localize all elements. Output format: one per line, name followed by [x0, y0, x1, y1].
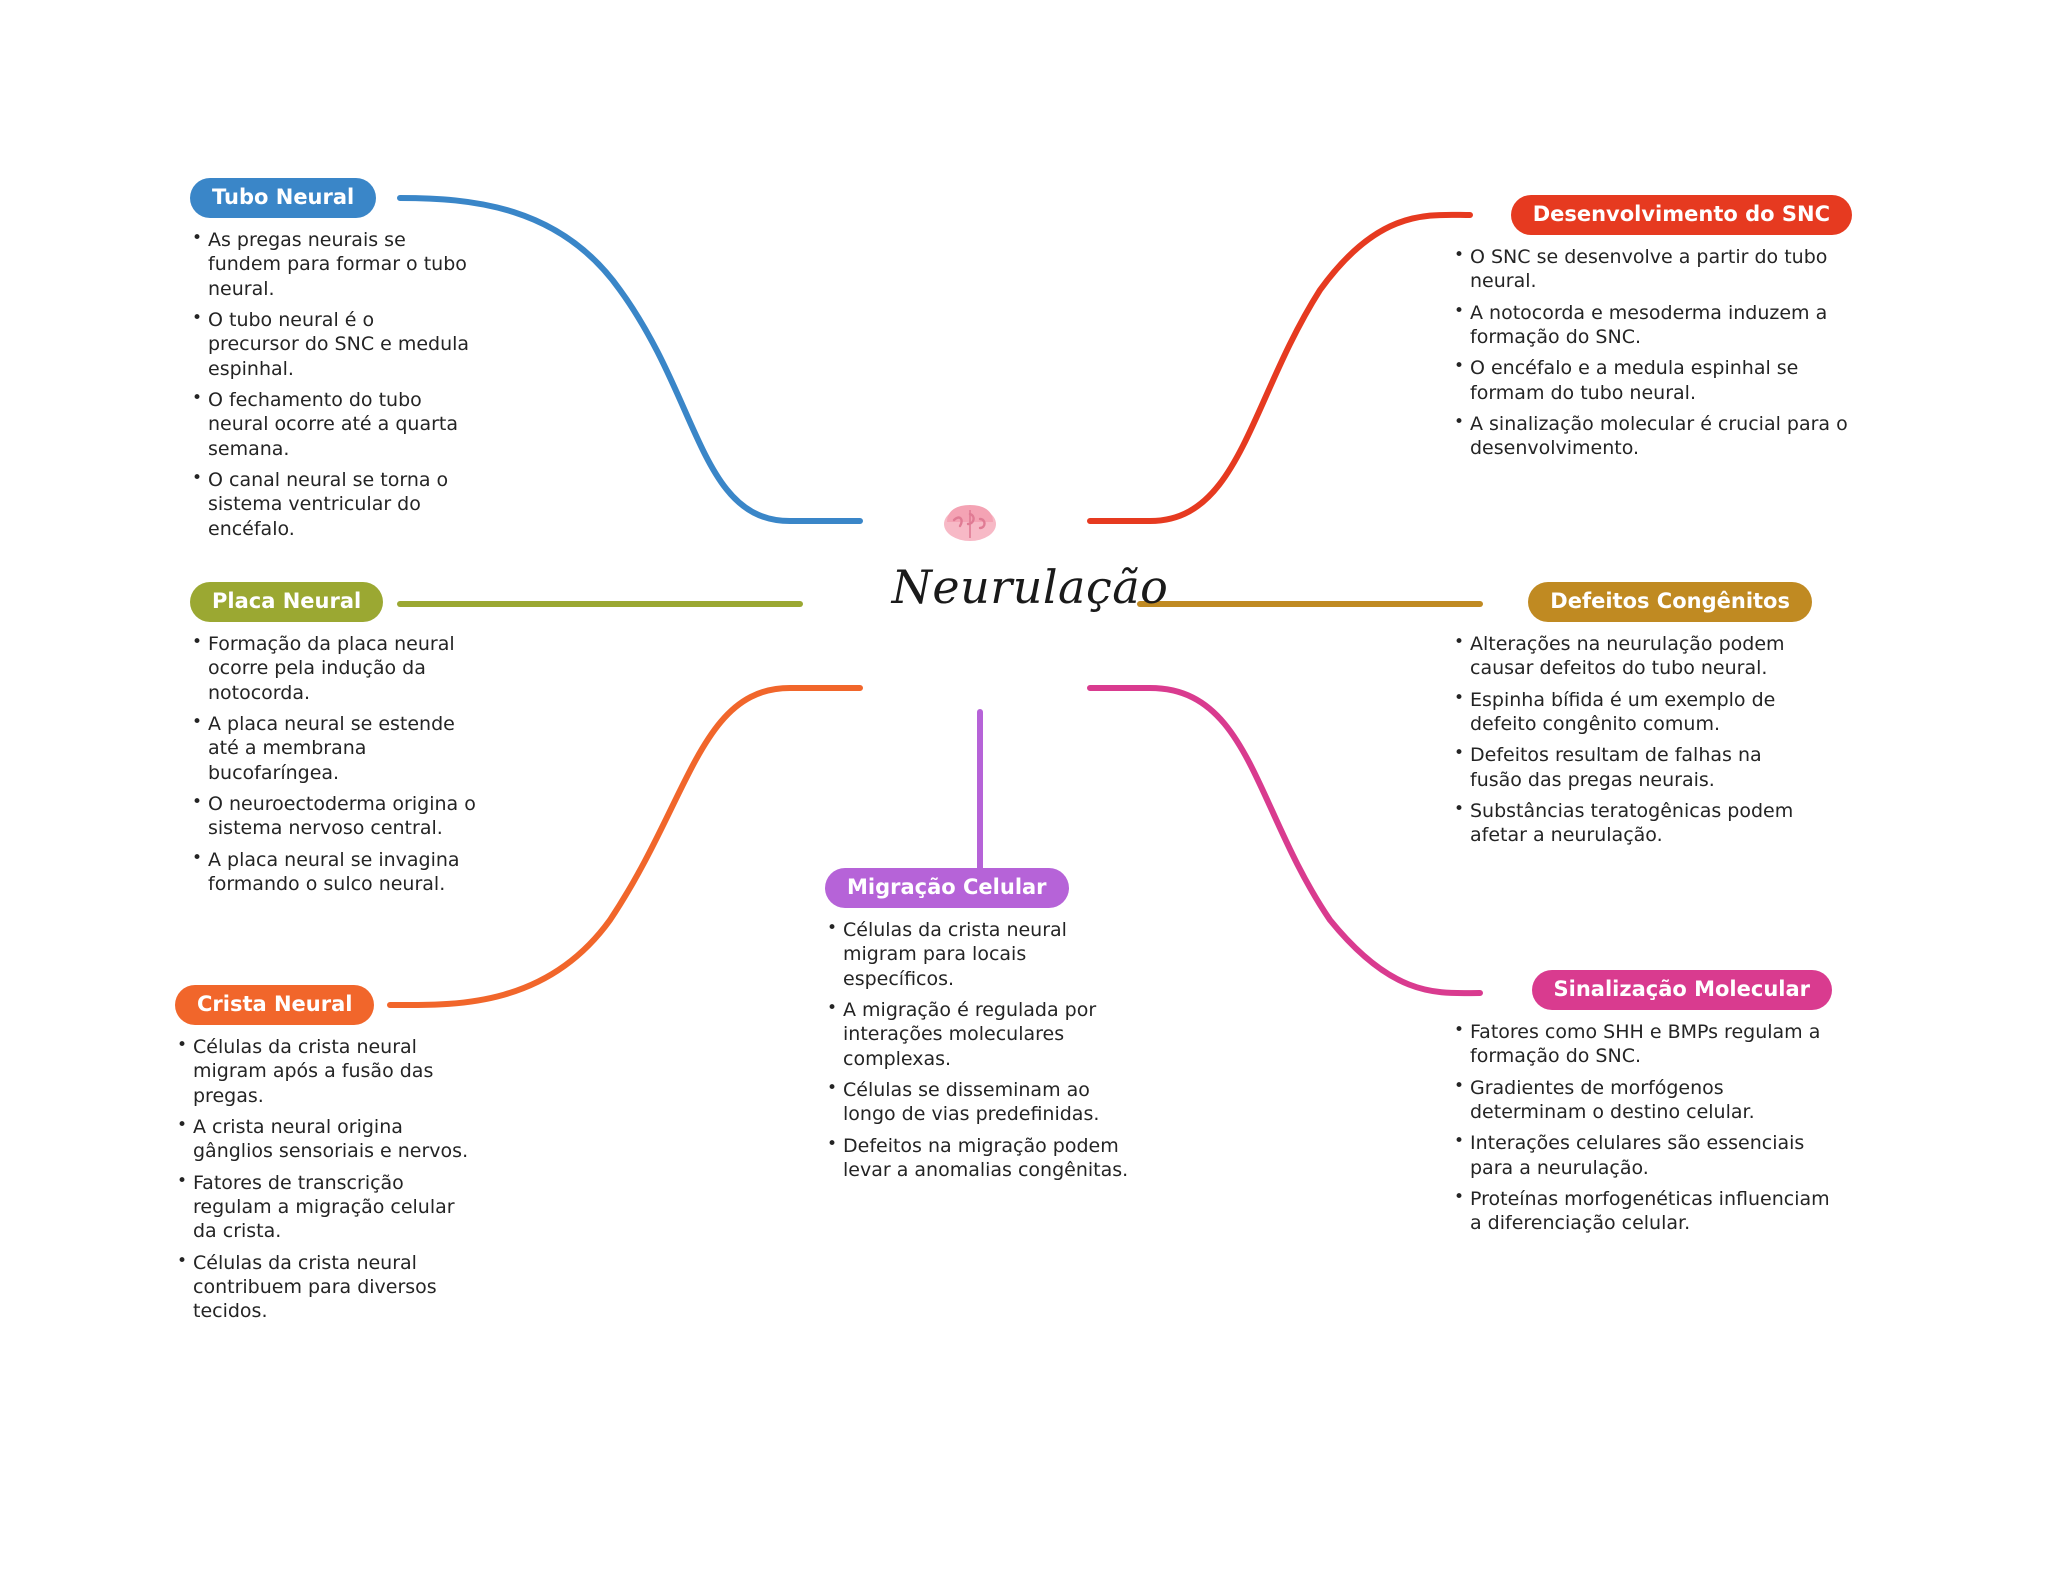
branch-points-defeitos-congenitos	[1452, 632, 1812, 848]
list-item: • Células da crista neural migram após a fusão das pregas.	[175, 1035, 475, 1108]
branch-points-migracao-celular	[825, 918, 1135, 1182]
list-item: • Formação da placa neural ocorre pela indução da notocorda.	[190, 632, 490, 705]
list-item: • Interações celulares são essenciais para a neurulação.	[1452, 1131, 1832, 1180]
branch-points-placa-neural	[190, 632, 490, 896]
list-item: • Gradientes de morfógenos determinam o destino celular.	[1452, 1076, 1832, 1125]
list-item: • A migração é regulada por interações moleculares complexas.	[825, 998, 1135, 1071]
list-item: • As pregas neurais se fundem para formar o tubo neural.	[190, 228, 470, 301]
center-title: Neurulação	[891, 560, 1169, 614]
list-item: • A crista neural origina gânglios sensoriais e nervos.	[175, 1115, 475, 1164]
list-item: • Proteínas morfogenéticas influenciam a diferenciação celular.	[1452, 1187, 1832, 1236]
list-item: • A placa neural se invagina formando o sulco neural.	[190, 848, 490, 897]
list-item: • Células da crista neural contribuem para diversos tecidos.	[175, 1251, 475, 1324]
branch-defeitos-congenitos[interactable]	[1452, 582, 1812, 855]
branch-label-desenvolvimento-snc[interactable]: Desenvolvimento do SNC	[1511, 195, 1852, 235]
list-item: • Alterações na neurulação podem causar defeitos do tubo neural.	[1452, 632, 1812, 681]
list-item: • Células se disseminam ao longo de vias predefinidas.	[825, 1078, 1135, 1127]
list-item: • A notocorda e mesoderma induzem a formação do SNC.	[1452, 301, 1852, 350]
branch-label-placa-neural[interactable]: Placa Neural	[190, 582, 383, 622]
branch-migracao-celular[interactable]	[825, 868, 1135, 1189]
list-item: • Fatores de transcrição regulam a migração celular da crista.	[175, 1171, 475, 1244]
branch-label-tubo-neural[interactable]: Tubo Neural	[190, 178, 376, 218]
branch-points-tubo-neural	[190, 228, 470, 541]
branch-label-crista-neural[interactable]: Crista Neural	[175, 985, 374, 1025]
list-item: • O canal neural se torna o sistema ventricular do encéfalo.	[190, 468, 470, 541]
branch-tubo-neural[interactable]	[190, 178, 470, 548]
list-item: • O encéfalo e a medula espinhal se formam do tubo neural.	[1452, 356, 1852, 405]
list-item: • O fechamento do tubo neural ocorre até a quarta semana.	[190, 388, 470, 461]
list-item: • O neuroectoderma origina o sistema nervoso central.	[190, 792, 490, 841]
branch-desenvolvimento-snc[interactable]	[1452, 195, 1852, 468]
branch-crista-neural[interactable]	[175, 985, 475, 1331]
branch-label-migracao-celular[interactable]: Migração Celular	[825, 868, 1069, 908]
list-item: • A placa neural se estende até a membrana bucofaríngea.	[190, 712, 490, 785]
brain-icon	[940, 500, 1000, 544]
list-item: • Fatores como SHH e BMPs regulam a formação do SNC.	[1452, 1020, 1832, 1069]
branch-sinalizacao-molecular[interactable]	[1452, 970, 1832, 1243]
branch-points-crista-neural	[175, 1035, 475, 1323]
branch-points-desenvolvimento-snc	[1452, 245, 1852, 461]
branch-placa-neural[interactable]	[190, 582, 490, 903]
list-item: • Defeitos resultam de falhas na fusão das pregas neurais.	[1452, 743, 1812, 792]
connector-sinalizacao-molecular	[1090, 688, 1480, 993]
list-item: • A sinalização molecular é crucial para o desenvolvimento.	[1452, 412, 1852, 461]
branch-points-sinalizacao-molecular	[1452, 1020, 1832, 1236]
branch-label-defeitos-congenitos[interactable]: Defeitos Congênitos	[1528, 582, 1812, 622]
list-item: • Espinha bífida é um exemplo de defeito congênito comum.	[1452, 688, 1812, 737]
branch-label-sinalizacao-molecular[interactable]: Sinalização Molecular	[1532, 970, 1832, 1010]
list-item: • O SNC se desenvolve a partir do tubo neural.	[1452, 245, 1852, 294]
connector-desenvolvimento-snc	[1090, 215, 1470, 521]
list-item: • Substâncias teratogênicas podem afetar a neurulação.	[1452, 799, 1812, 848]
list-item: • Células da crista neural migram para locais específicos.	[825, 918, 1135, 991]
list-item: • O tubo neural é o precursor do SNC e medula espinhal.	[190, 308, 470, 381]
list-item: • Defeitos na migração podem levar a anomalias congênitas.	[825, 1134, 1135, 1183]
